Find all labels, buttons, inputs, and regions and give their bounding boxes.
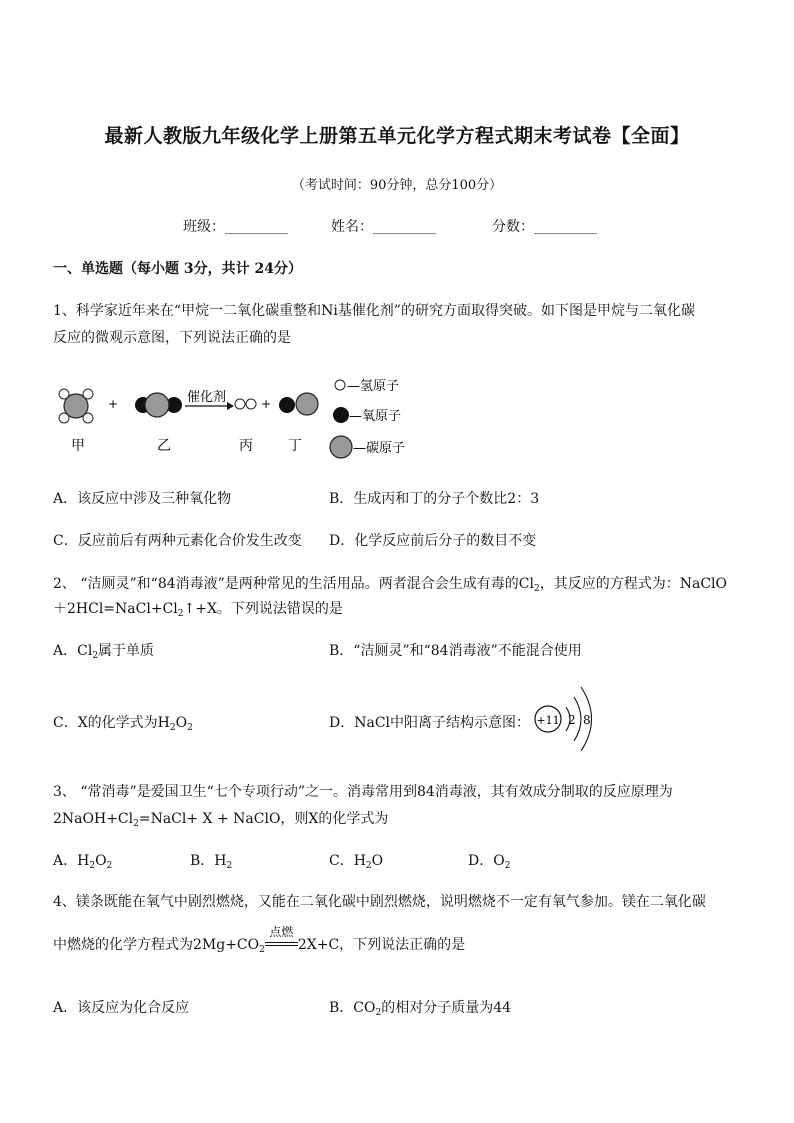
- label-jia: 甲: [71, 438, 85, 454]
- shell-2-electrons: 8: [583, 713, 591, 727]
- q1-option-d[interactable]: D．化学反应前后分子的数目不变: [329, 533, 537, 549]
- exam-info: （考试时间：90分钟，总分100分）: [291, 178, 503, 193]
- q2-option-a[interactable]: A．$Cl_2$属于单质: [53, 643, 155, 661]
- q4-stem-line2: 中燃烧的化学方程式为$2Mg+CO_2$ 点燃 2X+C，下列说法正确的是: [53, 925, 466, 955]
- hydrogen-molecule: [235, 399, 256, 409]
- legend: [330, 379, 405, 458]
- q4-stem-line1: 4、镁条既能在氧气中剧烈燃烧，又能在二氧化碳中剧烈燃烧，说明燃烧不一定有氧气参加。镁在二氧化碳: [53, 894, 706, 910]
- name-field: 姓名：_________: [331, 219, 436, 235]
- q3-option-b[interactable]: B．$H_2$: [190, 853, 233, 871]
- q2-stem-line2: $+2HCl=NaCl+Cl_2↑+X$。下列说法错误的是: [53, 601, 343, 619]
- label-ding: 丁: [288, 438, 302, 454]
- legend-carbon: —碳原子: [353, 441, 406, 456]
- score-field: 分数：_________: [492, 219, 597, 235]
- q3-option-c[interactable]: C．$H_2O$: [329, 853, 384, 871]
- page-title: 最新人教版九年级化学上册第五单元化学方程式期末考试卷【全面】: [104, 125, 690, 147]
- q4-option-a[interactable]: A．该反应为化合反应: [53, 1000, 190, 1016]
- co2-molecule: [135, 393, 182, 417]
- methane-molecule: [59, 389, 93, 423]
- q3-option-d[interactable]: D．$O_2$: [468, 853, 511, 871]
- q1-stem-line2: 反应的微观示意图，下列说法正确的是: [53, 330, 291, 346]
- q1-stem-line1: 1、科学家近年来在“甲烷一二氧化碳重整和Ni基催化剂”的研究方面取得突破。如下图是甲烷与二氧化碳: [53, 303, 695, 319]
- plus-sign-1: +: [108, 397, 119, 411]
- catalyst-label: 催化剂: [187, 390, 227, 405]
- q2-stem-line1: 2、 “洁厕灵”和“84消毒液”是两种常见的生活用品。两者混合会生成有毒的$Cl_2$，其反应的方程式为：NaClO: [53, 576, 727, 594]
- label-bing: 丙: [239, 438, 253, 454]
- nucleus-charge: +11: [536, 714, 560, 727]
- q2-option-c[interactable]: C．X的化学式为$H_2O_2$: [53, 715, 193, 733]
- label-yi: 乙: [157, 438, 171, 454]
- legend-hydrogen: —氢原子: [347, 379, 400, 394]
- plus-sign-2: +: [261, 397, 272, 411]
- q4-option-b[interactable]: B．$CO_2$的相对分子质量为44: [329, 1000, 512, 1018]
- q1-reaction-diagram: [50, 372, 430, 467]
- reaction-condition: 点燃: [265, 937, 298, 953]
- q1-option-a[interactable]: A．该反应中涉及三种氧化物: [53, 491, 232, 507]
- sodium-ion-diagram: [530, 683, 600, 755]
- legend-oxygen: —氧原子: [349, 409, 402, 424]
- shell-1-electrons: 2: [568, 713, 576, 727]
- q3-stem-line2: $2NaOH+Cl_2=NaCl+ X$ + NaClO，则X的化学式为: [53, 811, 389, 829]
- q2-option-d[interactable]: D．NaCl中阳离子结构示意图：: [329, 715, 531, 731]
- q1-option-b[interactable]: B．生成丙和丁的分子个数比2：3: [329, 491, 540, 507]
- q2-option-b[interactable]: B．“洁厕灵”和“84消毒液”不能混合使用: [329, 643, 582, 659]
- q3-option-a[interactable]: A．$H_2O_2$: [53, 853, 113, 871]
- class-field: 班级：_________: [183, 219, 288, 235]
- co-molecule: [279, 393, 318, 415]
- section-heading: 一、单选题（每小题 3分，共计 24分）: [53, 261, 302, 277]
- q3-stem-line1: 3、 “常消毒”是爱国卫生“七个专项行动”之一。消毒常用到84消毒液，其有效成分制取的反应原理为: [53, 784, 673, 800]
- q1-option-c[interactable]: C．反应前后有两种元素化合价发生改变: [53, 533, 302, 549]
